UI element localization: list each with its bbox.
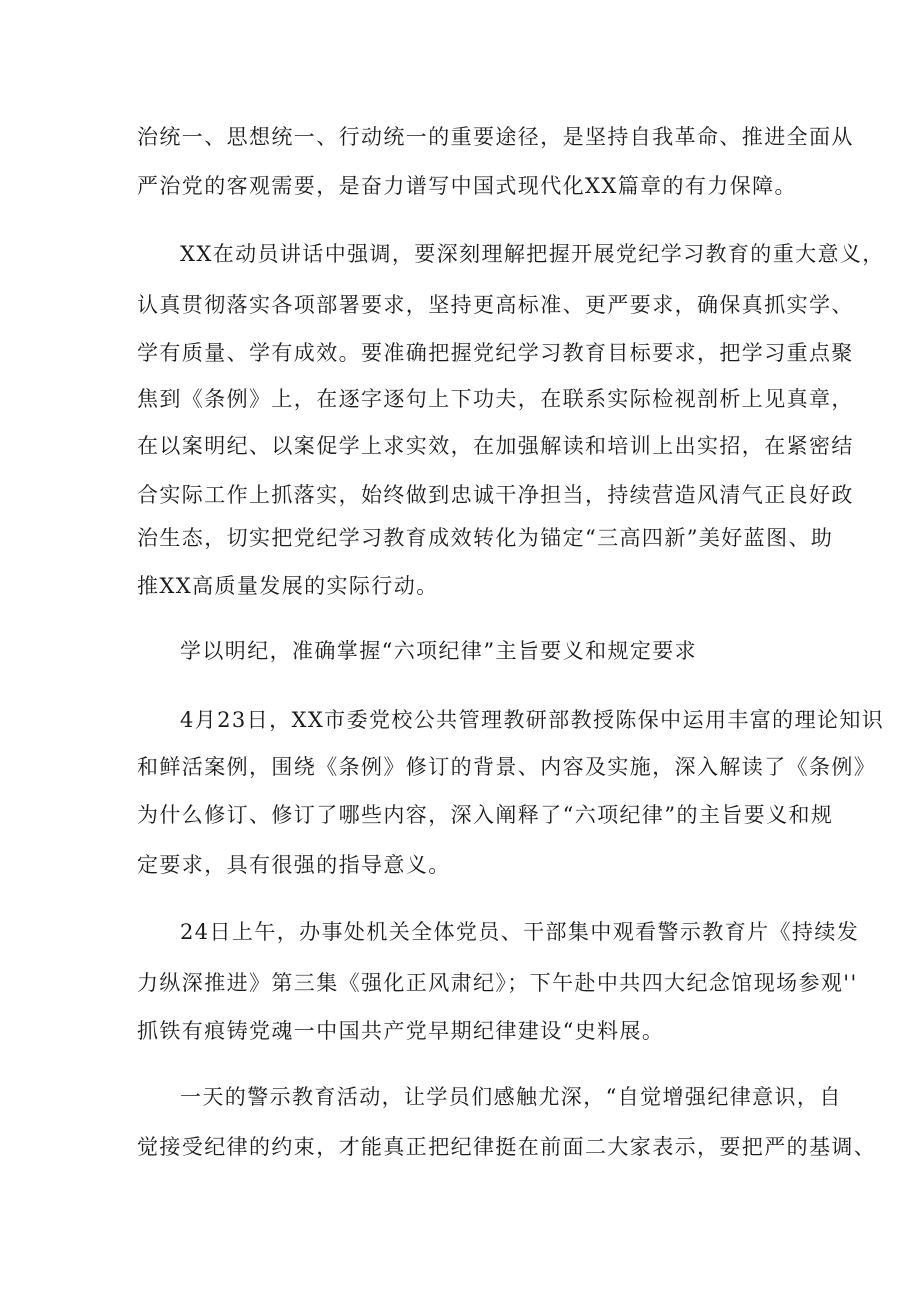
- paragraph-2-line-3: 学有质量、学有成效。要准确把握党纪学习教育目标要求，把学习重点聚: [137, 341, 854, 365]
- paragraph-3-line-2: 和鲜活案例，围绕《条例》修订的背景、内容及实施，深入解读了《条例》: [137, 755, 877, 779]
- paragraph-2-line-7: 治生态，切实把党纪学习教育成效转化为锚定“三高四新”美好蓝图、助: [137, 526, 834, 550]
- paragraph-2-line-2: 认真贯彻落实各项部署要求，坚持更高标准、更严要求，确保真抓实学、: [137, 293, 854, 317]
- paragraph-2-line-8: 推XX高质量发展的实际行动。: [137, 574, 439, 598]
- paragraph-3-line-4: 定要求，具有很强的指导意义。: [137, 853, 451, 877]
- paragraph-2-line-1: XX在动员讲话中强调，要深刻理解把握开展党纪学习教育的重大意义，: [180, 242, 885, 266]
- paragraph-1-line-2: 严治党的客观需要，是奋力谱写中国式现代化XX篇章的有力保障。: [137, 174, 797, 198]
- paragraph-2-line-5: 在以案明纪、以案促学上求实效，在加强解读和培训上出实招，在紧密结: [137, 434, 854, 458]
- paragraph-4-line-1: 24日上午，办事处机关全体党员、干部集中观看警示教育片《持续发: [180, 920, 860, 944]
- paragraph-2-line-4: 焦到《条例》上，在逐字逐句上下功夫，在联系实际检视剖析上见真章，: [137, 387, 854, 411]
- paragraph-2-line-6: 合实际工作上抓落实，始终做到忠诚干净担当，持续营造风清气正良好政: [137, 483, 854, 507]
- paragraph-5-line-2: 觉接受纪律的约束，才能真正把纪律挺在前面二大家表示，要把严的基调、: [137, 1135, 877, 1159]
- paragraph-1-line-1: 治统一、思想统一、行动统一的重要途径，是坚持自我革命、推进全面从: [137, 125, 854, 149]
- paragraph-4-line-2: 力纵深推进》第三集《强化正风肃纪》；下午赴中共四大纪念馆现场参观'': [137, 971, 858, 995]
- paragraph-4-line-3: 抓铁有痕铸党魂一中国共产党早期纪律建设“史料展。: [137, 1019, 665, 1043]
- paragraph-3-line-3: 为什么修订、修订了哪些内容，深入阐释了“六项纪律”的主旨要义和规: [137, 803, 834, 827]
- section-heading: 学以明纪，准确掌握“六项纪律”主旨要义和规定要求: [180, 639, 698, 663]
- paragraph-5-line-1: 一天的警示教育活动，让学员们感触尤深，“自觉增强纪律意识，自: [180, 1085, 842, 1109]
- paragraph-3-line-1: 4月23日，XX市委党校公共管理教研部教授陈保中运用丰富的理论知识: [180, 708, 885, 732]
